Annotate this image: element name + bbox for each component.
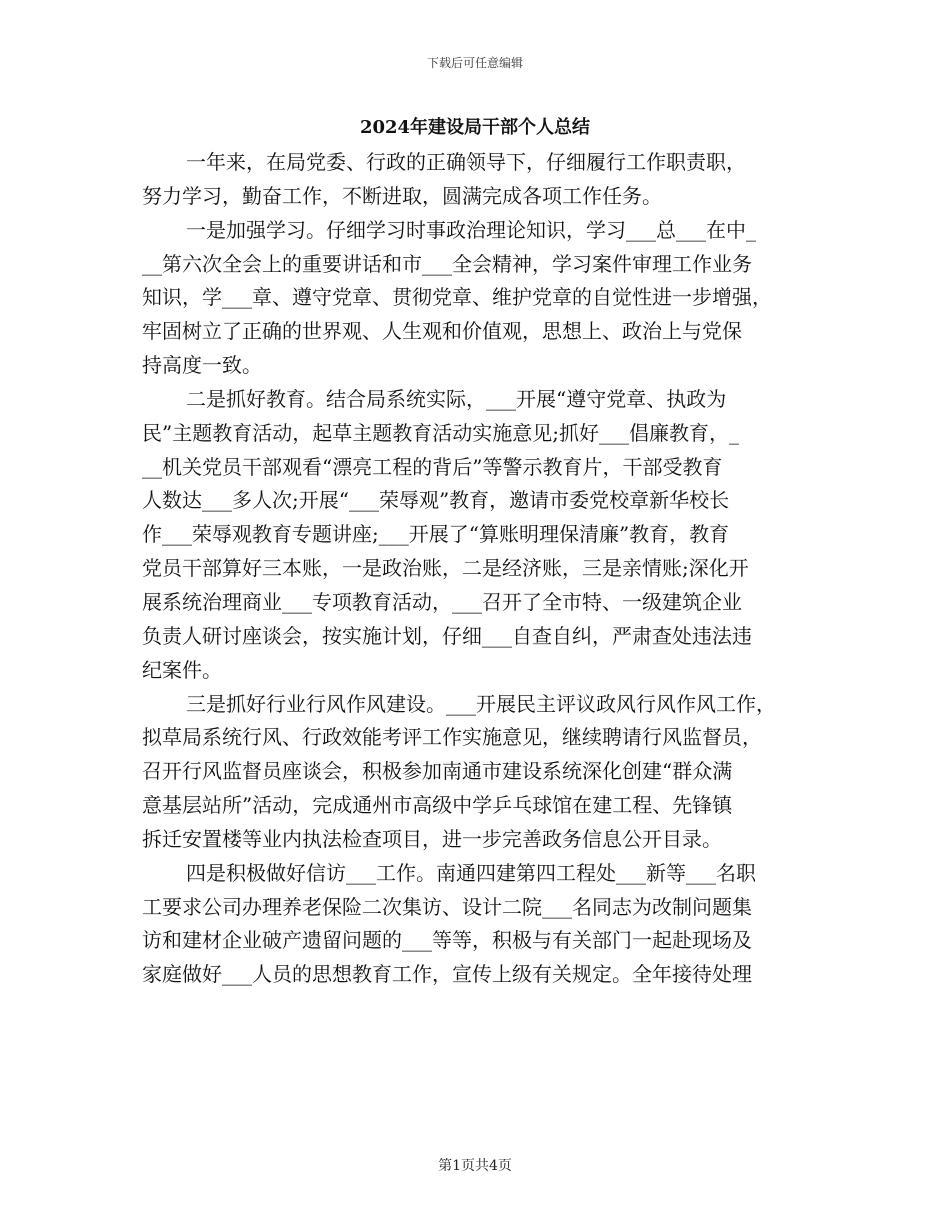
body-text-line: 展系统治理商业___专项教育活动，___召开了全市特、一级建筑企业	[142, 589, 742, 614]
body-text-line: 一是加强学习。仔细学习时事政治理论知识，学习___总___在中_	[186, 217, 756, 242]
document-body	[142, 146, 814, 992]
body-text-line: 二是抓好教育。结合局系统实际，___开展“遵守党章、执政为	[186, 386, 727, 411]
body-text-line: 四是积极做好信访___工作。南通四建第四工程处___新等___名职	[186, 860, 756, 885]
page-footer-indicator: 第1页共4页	[438, 1158, 512, 1174]
body-text-line: __机关党员干部观看“漂亮工程的背后”等警示教育片，干部受教育	[142, 454, 723, 479]
body-text-line: 牢固树立了正确的世界观、人生观和价值观，思想上、政治上与党保	[142, 319, 742, 344]
document-title: 2024年建设局干部个人总结	[359, 117, 591, 138]
body-text-line: 民”主题教育活动，起草主题教育活动实施意见;抓好___倡廉教育，_	[142, 420, 739, 445]
body-text-line: 拟草局系统行风、行政效能考评工作实施意见，继续聘请行风监督员，	[142, 725, 762, 750]
body-text-line: 作___荣辱观教育专题讲座;___开展了“算账明理保清廉”教育，教育	[142, 522, 730, 547]
body-text-line: 知识，学___章、遵守党章、贯彻党章、维护党章的自觉性进一步增强，	[142, 285, 772, 310]
body-text-line: 拆迁安置楼等业内执法检查项目，进一步完善政务信息公开目录。	[142, 826, 722, 851]
body-text-line: 一年来，在局党委、行政的正确领导下，仔细履行工作职责职，	[186, 150, 746, 174]
body-text-line: 工要求公司办理养老保险二次集访、设计二院___名同志为改制问题集	[142, 894, 752, 919]
body-text-line: 努力学习，勤奋工作，不断进取，圆满完成各项工作任务。	[142, 183, 662, 208]
body-text-line: 人数达___多人次;开展“___荣辱观”教育，邀请市委党校章新华校长	[142, 488, 730, 513]
body-text-line: __第六次全会上的重要讲话和市___全会精神，学习案件审理工作业务	[142, 251, 752, 276]
body-text-line: 家庭做好___人员的思想教育工作，宣传上级有关规定。全年接待处理	[142, 962, 752, 987]
body-text-line: 意基层站所”活动，完成通州市高级中学乒乓球馆在建工程、先锋镇	[142, 793, 733, 818]
body-text-line: 负责人研讨座谈会，按实施计划，仔细___自查自纠，严肃查处违法违	[142, 623, 752, 648]
body-text-line: 三是抓好行业行风作风建设。___开展民主评议政风行风作风工作，	[186, 691, 776, 716]
body-text-line: 党员干部算好三本账，一是政治账，二是经济账，三是亲情账;深化开	[142, 556, 749, 581]
body-text-line: 访和建材企业破产遗留问题的___等等，积极与有关部门一起赴现场及	[142, 928, 752, 953]
page-header-note: 下载后可任意编辑	[426, 56, 523, 70]
body-text-line: 持高度一致。	[142, 353, 262, 378]
body-text-line: 召开行风监督员座谈会，积极参加南通市建设系统深化创建“群众满	[142, 759, 733, 784]
body-text-line: 纪案件。	[142, 657, 222, 682]
